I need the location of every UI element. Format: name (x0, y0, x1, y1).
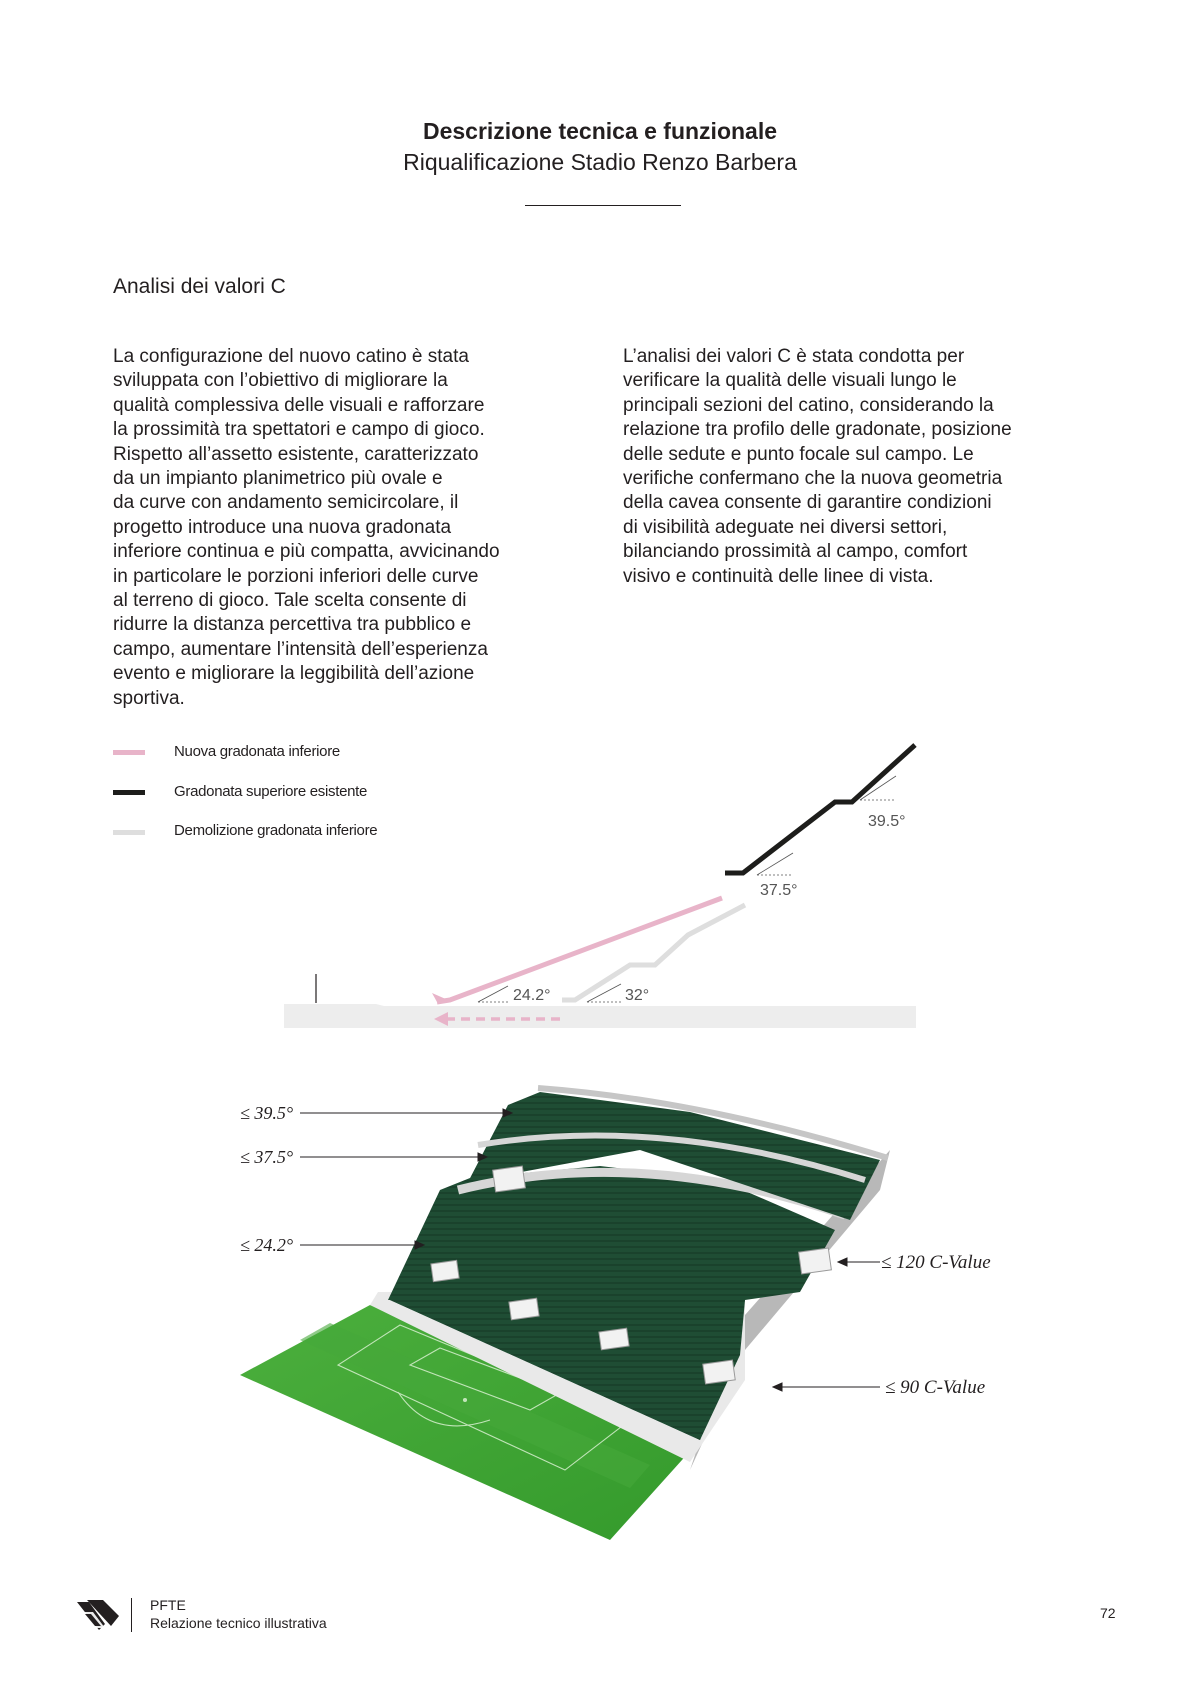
demolished-profile (562, 905, 745, 1000)
legend-label: Demolizione gradonata inferiore (174, 822, 378, 839)
text-line: Rispetto all’assetto esistente, caratterizzato (113, 443, 479, 465)
stadium-diagram (0, 1080, 1200, 1560)
text-line: da curve con andamento semicircolare, il (113, 492, 459, 514)
angle-label-32: 32° (625, 987, 650, 1004)
text-line: progetto introduce una nuova gradonata (113, 516, 452, 538)
document-subtitle: Riqualificazione Stadio Renzo Barbera (403, 149, 797, 175)
body-right-column (623, 345, 1103, 589)
existing-upper-profile (725, 745, 915, 873)
text-line: relazione tra profilo delle gradonate, posizione (623, 419, 1012, 441)
text-line: qualità complessiva delle visuali e rafforzare (113, 394, 485, 416)
text-line: visivo e continuità delle linee di vista. (623, 565, 934, 587)
footer-code: PFTE (150, 1597, 186, 1613)
body-left-column (113, 345, 593, 711)
new-lower-profile (437, 898, 722, 1002)
document-title: Descrizione tecnica e funzionale (422, 118, 778, 144)
club-logo (75, 1598, 123, 1632)
text-line: sviluppata con l’obiettivo di migliorare la (113, 370, 448, 392)
text-line: inferiore continua e più compatta, avvicinando (113, 541, 500, 563)
legend-label: Gradonata superiore esistente (174, 783, 368, 800)
angle-label-39-5: 39.5° (868, 813, 906, 830)
section-heading: Analisi dei valori C (113, 275, 286, 298)
text-line: L’analisi dei valori C è stata condotta per (623, 346, 965, 367)
callout-37-5: ≤ 37.5° (240, 1147, 294, 1167)
text-line: di visibilità adeguate nei diversi settori, (623, 516, 948, 538)
text-line: verificare la qualità delle visuali lungo le (623, 370, 957, 392)
legend-label: Nuova gradonata inferiore (174, 743, 340, 760)
callout-24-2: ≤ 24.2° (240, 1235, 294, 1255)
text-line: bilanciando prossimità al campo, comfort (623, 541, 968, 563)
ground-edge (284, 1004, 400, 1010)
angle-label-37-5: 37.5° (760, 882, 798, 899)
text-line: sportiva. (113, 687, 185, 709)
callout-90-c-value: ≤ 90 C-Value (885, 1377, 986, 1398)
section-diagram (0, 720, 1200, 1040)
text-line: da un impianto planimetrico più ovale e (113, 468, 443, 490)
text-line: verifiche confermano che la nuova geometria (623, 468, 1003, 490)
text-line: ridurre la distanza percettiva tra pubblico e (113, 614, 472, 636)
text-line: campo, aumentare l’intensità dell’esperienza (113, 638, 488, 660)
footer-separator (131, 1598, 132, 1632)
text-line: della cavea consente di garantire condizioni (623, 492, 992, 514)
text-line: evento e migliorare la leggibilità dell’azione (113, 663, 475, 685)
text-line: La configurazione del nuovo catino è stata (113, 346, 469, 367)
text-line: delle sedute e punto focale sul campo. Le (623, 443, 974, 465)
text-line: in particolare le porzioni inferiori delle curve (113, 565, 479, 587)
title-divider (525, 205, 681, 206)
footer-description: Relazione tecnico illustrativa (150, 1615, 327, 1631)
angle-label-24-2: 24.2° (513, 987, 551, 1004)
text-line: principali sezioni del catino, considerando la (623, 394, 994, 416)
text-line: la prossimità tra spettatori e campo di gioco. (113, 419, 485, 441)
page-number: 72 (1100, 1605, 1116, 1621)
text-line: al terreno di gioco. Tale scelta consente di (113, 590, 467, 612)
callout-39-5: ≤ 39.5° (240, 1103, 294, 1123)
callout-120-c-value: ≤ 120 C-Value (881, 1252, 991, 1273)
